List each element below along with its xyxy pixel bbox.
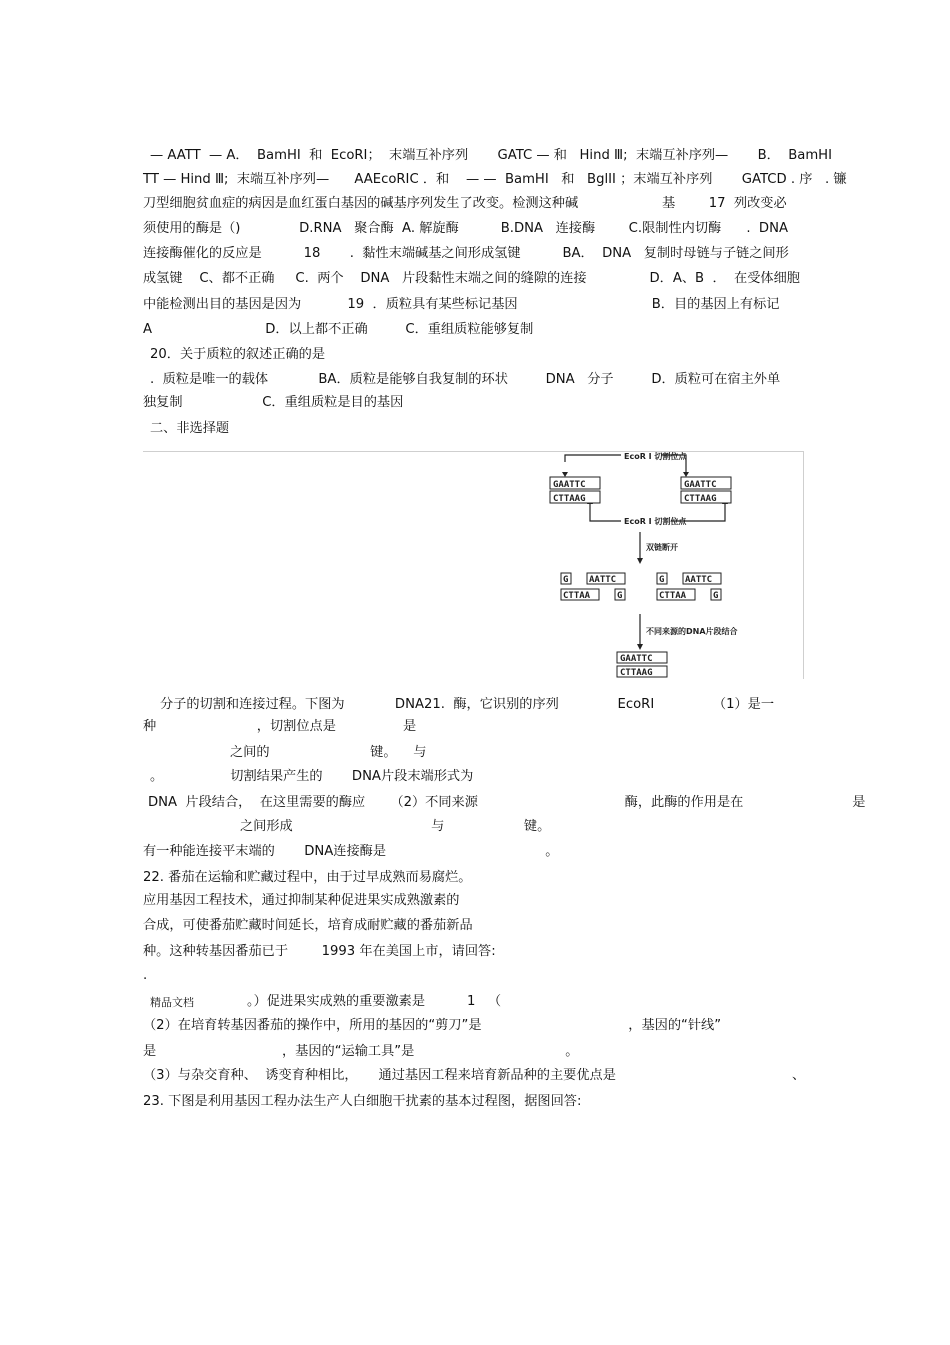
question-20: 20．关于质粒的叙述正确的是 [150, 347, 326, 362]
cut-site-label-bottom: EcoR I 切割位点 [624, 517, 687, 526]
frag-aattc-2: AATTC [685, 575, 713, 585]
text-line-16: 。 切割结果产生的 DNA片段末端形式为 [150, 769, 474, 784]
frag-aattc-1: AATTC [589, 575, 617, 585]
seq-bottom-left: CTTAAG [553, 494, 586, 504]
text-line-24: . [143, 968, 148, 983]
text-line-28: （3）与杂交育种、 诱变育种相比， 通过基因工程来培育新品种的主要优点是 、 [143, 1068, 806, 1083]
text-line-4: 须使用的酶是（) D.RNA 聚合酶 A. 解旋酶 B.DNA 连接酶 C.限制性内切酶 . DNA [143, 221, 788, 236]
dna-diagram [143, 452, 804, 680]
text-line-11: 独复制 C．重组质粒是目的基因 [143, 395, 404, 410]
frag-g-2: G [617, 591, 623, 601]
text-line-5: 连接酶催化的反应是 18 . 黏性末端碱基之间形成氢键 BA． DNA 复制时母链与子链之间形 [143, 246, 789, 261]
text-line-19: 有一种能连接平末端的 DNA连接酶是 。 [143, 844, 559, 859]
frag-g-1: G [563, 575, 569, 585]
seq-joined-top: GAATTC [620, 654, 653, 664]
watermark-label: 精品文档 [150, 996, 194, 1009]
seq-top-right: GAATTC [684, 480, 717, 490]
question-22: 22. 番茄在运输和贮藏过程中，由于过早成熟而易腐烂。 [143, 870, 472, 885]
step-label-join: 不同来源的DNA片段结合 [646, 627, 738, 636]
text-line-14: 种 ，切割位点是 是 [143, 719, 417, 734]
cut-site-label-top: EcoR I 切割位点 [624, 452, 687, 461]
text-line-18: 之间形成 与 键。 [240, 819, 551, 834]
text-line-17: DNA 片段结合， 在这里需要的酶应 （2）不同来源 酶，此酶的作用是在 是 [148, 795, 866, 810]
frag-g-3: G [659, 575, 665, 585]
seq-top-left: GAATTC [553, 480, 586, 490]
question-23: 23. 下图是利用基因工程办法生产人白细胞干扰素的基本过程图，据图回答: [143, 1094, 582, 1109]
text-line-15: 之间的 键。 与 [230, 745, 427, 760]
text-line-8: A D．以上都不正确 C．重组质粒能够复制 [143, 322, 534, 337]
text-line-10: . 质粒是唯一的载体 BA．质粒是能够自我复制的环状 DNA 分子 D．质粒可在宿主外单 [150, 372, 781, 387]
dna-cut-ligation-figure [143, 451, 804, 679]
text-line-1: — AATT — A． BamHI 和 EcoRI； 末端互补序列 GATC — 和 Hind Ⅲ; 末端互补序列— B． BamHI [150, 148, 832, 163]
text-line-6: 成氢键 C、都不正确 C. 两个 DNA 片段黏性末端之间的缝隙的连接 D．A、B ． 在受体细胞 [143, 271, 800, 286]
text-line-25: 。）促进果实成熟的重要激素是 1 （ [247, 994, 502, 1009]
section-heading: 二、非选择题 [150, 421, 230, 436]
frag-cttaa-1: CTTAA [563, 591, 591, 601]
text-line-27: 是 ，基因的“运输工具”是 。 [143, 1044, 579, 1059]
text-line-23: 种。这种转基因番茄已于 1993 年在美国上市，请回答: [143, 944, 496, 959]
frag-cttaa-2: CTTAA [659, 591, 687, 601]
text-line-21: 应用基因工程技术，通过抑制某种促进果实成熟激素的 [143, 893, 460, 908]
text-line-22: 合成，可使番茄贮藏时间延长，培育成耐贮藏的番茄新品 [143, 918, 473, 933]
step-label-break: 双链断开 [646, 543, 678, 552]
seq-bottom-right: CTTAAG [684, 494, 717, 504]
text-line-26: （2）在培育转基因番茄的操作中，所用的基因的“剪刀”是 ，基因的“针线” [143, 1018, 722, 1033]
text-line-3: 刀型细胞贫血症的病因是血红蛋白基因的碱基序列发生了改变。检测这种碱 基 17 列改变必 [143, 196, 787, 211]
seq-joined-bottom: CTTAAG [620, 668, 653, 678]
text-line-2: TT — Hind Ⅲ; 末端互补序列— AAEcoRIC ．和 — — BamHI 和 BglII ；末端互补序列 GATCD . 序 . 镰 [143, 172, 847, 187]
text-line-7: 中能检测出目的基因是因为 19 ．质粒具有某些标记基因 B．目的基因上有标记 [143, 297, 780, 312]
text-line-13: 分子的切割和连接过程。下图为 DNA21. 酶，它识别的序列 EcoRI （1）是一 [160, 697, 775, 712]
frag-g-4: G [713, 591, 719, 601]
